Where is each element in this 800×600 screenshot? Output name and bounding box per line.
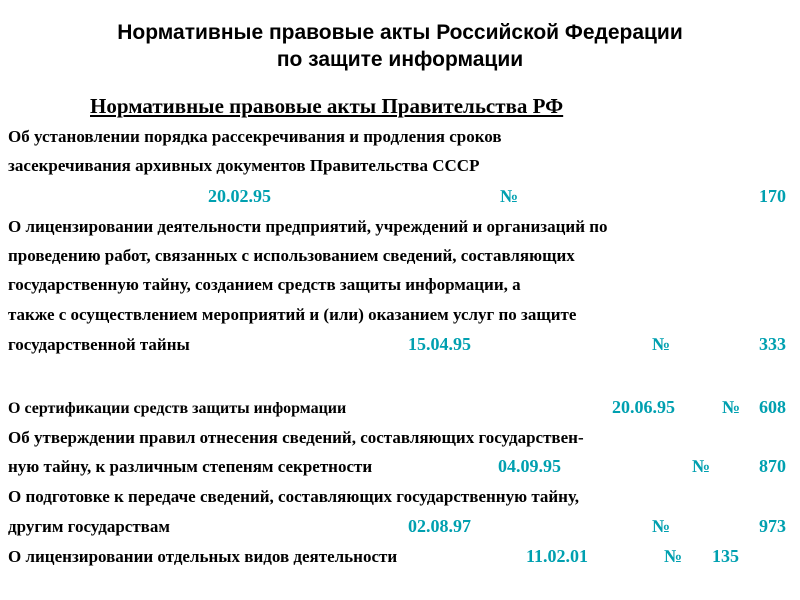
act-1-number-sign: № <box>500 186 519 206</box>
act-2-date: 15.04.95 <box>408 334 471 354</box>
act-4-date: 04.09.95 <box>498 456 561 476</box>
act-3-number-sign: № <box>722 397 741 417</box>
act-4-line-2: ную тайну, к различным степеням секретности <box>8 457 373 476</box>
page-title-line-2: по защите информации <box>276 48 524 71</box>
act-5-date: 02.08.97 <box>408 516 471 536</box>
act-1-date: 20.02.95 <box>208 186 271 206</box>
act-4-number-sign: № <box>692 456 711 476</box>
act-5-line-1: О подготовке к передаче сведений, составляющих государственную тайну, <box>8 487 580 506</box>
act-5-number-sign: № <box>652 516 671 536</box>
page-title-line-1: Нормативные правовые акты Российской Федерации <box>117 21 683 44</box>
section-subtitle: Нормативные правовые акты Правительства РФ <box>90 94 564 118</box>
act-6-number-sign: № <box>664 546 683 566</box>
act-2-line-4: также с осуществлением мероприятий и (или) оказанием услуг по защите <box>8 305 577 324</box>
act-2-number-sign: № <box>652 334 671 354</box>
act-6-number: 135 <box>712 546 739 566</box>
act-2-line-1: О лицензировании деятельности предприятий, учреждений и организаций по <box>8 217 608 236</box>
act-4-line-1: Об утверждении правил отнесения сведений, составляющих государствен- <box>8 428 584 447</box>
act-5-number: 973 <box>759 516 786 536</box>
act-2-number: 333 <box>759 334 786 354</box>
act-4-number: 870 <box>759 456 786 476</box>
act-6-date: 11.02.01 <box>526 546 589 566</box>
act-2-line-2: проведению работ, связанных с использованием сведений, составляющих <box>8 246 575 265</box>
act-2-line-5: государственной тайны <box>8 335 190 354</box>
act-3-number: 608 <box>759 397 786 417</box>
act-1-line-1: Об установлении порядка рассекречивания и продления сроков <box>8 127 502 146</box>
act-2-line-3: государственную тайну, созданием средств защиты информации, а <box>8 275 521 294</box>
act-1-number: 170 <box>759 186 786 206</box>
act-3-line-1: О сертификации средств защиты информации <box>8 400 347 417</box>
act-3-date: 20.06.95 <box>612 397 675 417</box>
act-6-line-1: О лицензировании отдельных видов деятельности <box>8 547 398 566</box>
act-5-line-2: другим государствам <box>8 517 170 536</box>
act-1-line-2: засекречивания архивных документов Правительства СССР <box>8 156 480 175</box>
